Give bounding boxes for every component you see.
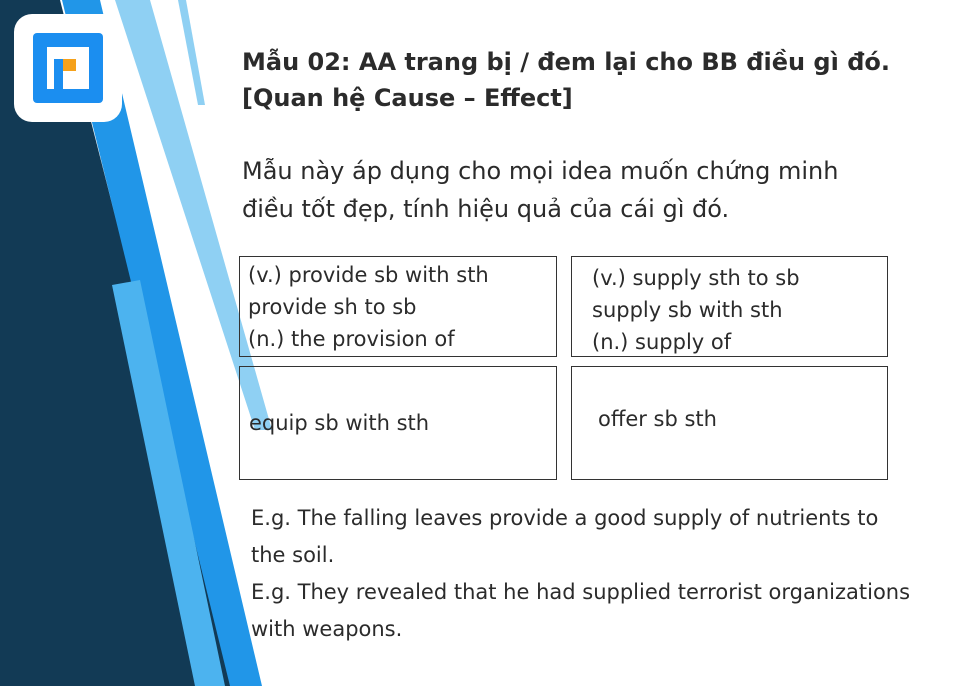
examples-block (251, 500, 931, 648)
title-line-1: Mẫu 02: AA trang bị / đem lại cho BB điều gì đó. (242, 48, 890, 76)
intro-line-2: điều tốt đẹp, tính hiệu quả của cái gì đó. (242, 195, 730, 223)
phrase-box-provide (239, 256, 557, 357)
brand-logo-icon (14, 14, 122, 122)
light-blue-stripe-thin (178, 0, 205, 105)
title-line-2: [Quan hệ Cause – Effect] (242, 84, 573, 112)
slide-title (242, 44, 922, 116)
phrase-line: offer sb sth (598, 407, 717, 431)
example-line: E.g. The falling leaves provide a good supply of nutrients to (251, 506, 879, 530)
example-line: E.g. They revealed that he had supplied terrorist organizations (251, 580, 911, 604)
logo-badge (14, 14, 122, 122)
phrase-line: supply sb with sth (592, 298, 783, 322)
phrase-box-supply (571, 256, 888, 357)
example-line: with weapons. (251, 617, 403, 641)
phrase-line: (v.) provide sb with sth (248, 263, 489, 287)
phrase-line: (n.) the provision of (248, 327, 455, 351)
example-line: the soil. (251, 543, 335, 567)
phrase-box-offer (571, 366, 888, 480)
phrase-line: provide sh to sb (248, 295, 417, 319)
intro-line-1: Mẫu này áp dụng cho mọi idea muốn chứng minh (242, 157, 839, 185)
phrase-line: equip sb with sth (249, 411, 430, 435)
phrase-box-equip (239, 366, 557, 480)
intro-text (242, 152, 922, 228)
phrase-line: (n.) supply of (592, 330, 732, 354)
phrase-line: (v.) supply sth to sb (592, 266, 800, 290)
